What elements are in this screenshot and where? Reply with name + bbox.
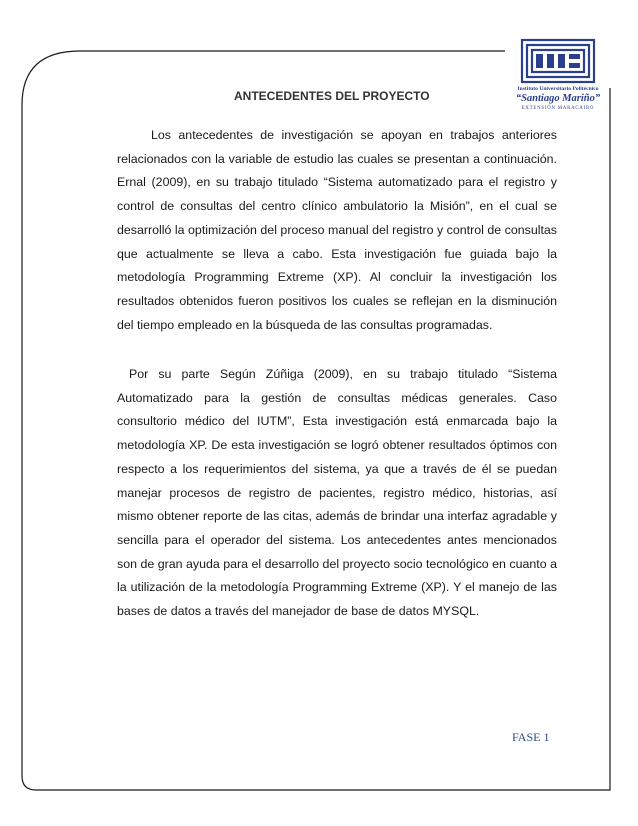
logo-line-institute: Instituto Universitario Politécnico [517,86,599,92]
paragraph-1: Los antecedentes de investigación se apoyan en trabajos anteriores relacionados con la variable de estudio las cuales se presentan a continuación. Ernal (2009), en su trabajo titulado “Sistema automatizado para el registro y control de consultas del centro clínico ambulatorio la Misión”, en el cual se desarrolló la optimización del proceso manual del registro y control de consultas que actualmente se lleva a cabo. Esta investigación fue guiada bajo la metodología Programming Extreme (XP). Al concluir la investigación los resultados obtenidos fueron positivos los cuales se reflejan en la disminución del tiempo empleado en la búsqueda de las consultas programadas. [117,128,557,332]
paragraph-2: Por su parte Según Zúñiga (2009), en su trabajo titulado “Sistema Automatizado para la gestión de consultas médicas generales. Caso consultorio médico del IUTM”, Esta investigación está enmarcada bajo la metodología XP. De esta investigación se logró obtener resultados óptimos con respecto a los requerimientos del sistema, ya que a través de él se puedan manejar procesos de registro de pacientes, registro médico, historias, así mismo obtener reporte de las citas, además de brindar una interfaz agradable y sencilla para el operador del sistema. Los antecedentes antes mencionados son de gran ayuda para el desarrollo del proyecto socio tecnológico en cuanto a la utilización de la metodología Programming Extreme (XP). Y el manejo de las bases de datos a través del manejador de base de datos MYSQL. [117,367,557,619]
institution-logo-icon [520,38,596,84]
document-title: ANTECEDENTES DEL PROYECTO [234,89,430,103]
footer-phase-label: FASE 1 [512,730,550,744]
logo-line-extension: EXTENSIÓN MARACAIBO [521,106,595,111]
institution-logo [514,38,602,120]
logo-line-name: “Santiago Mariño” [515,93,601,104]
